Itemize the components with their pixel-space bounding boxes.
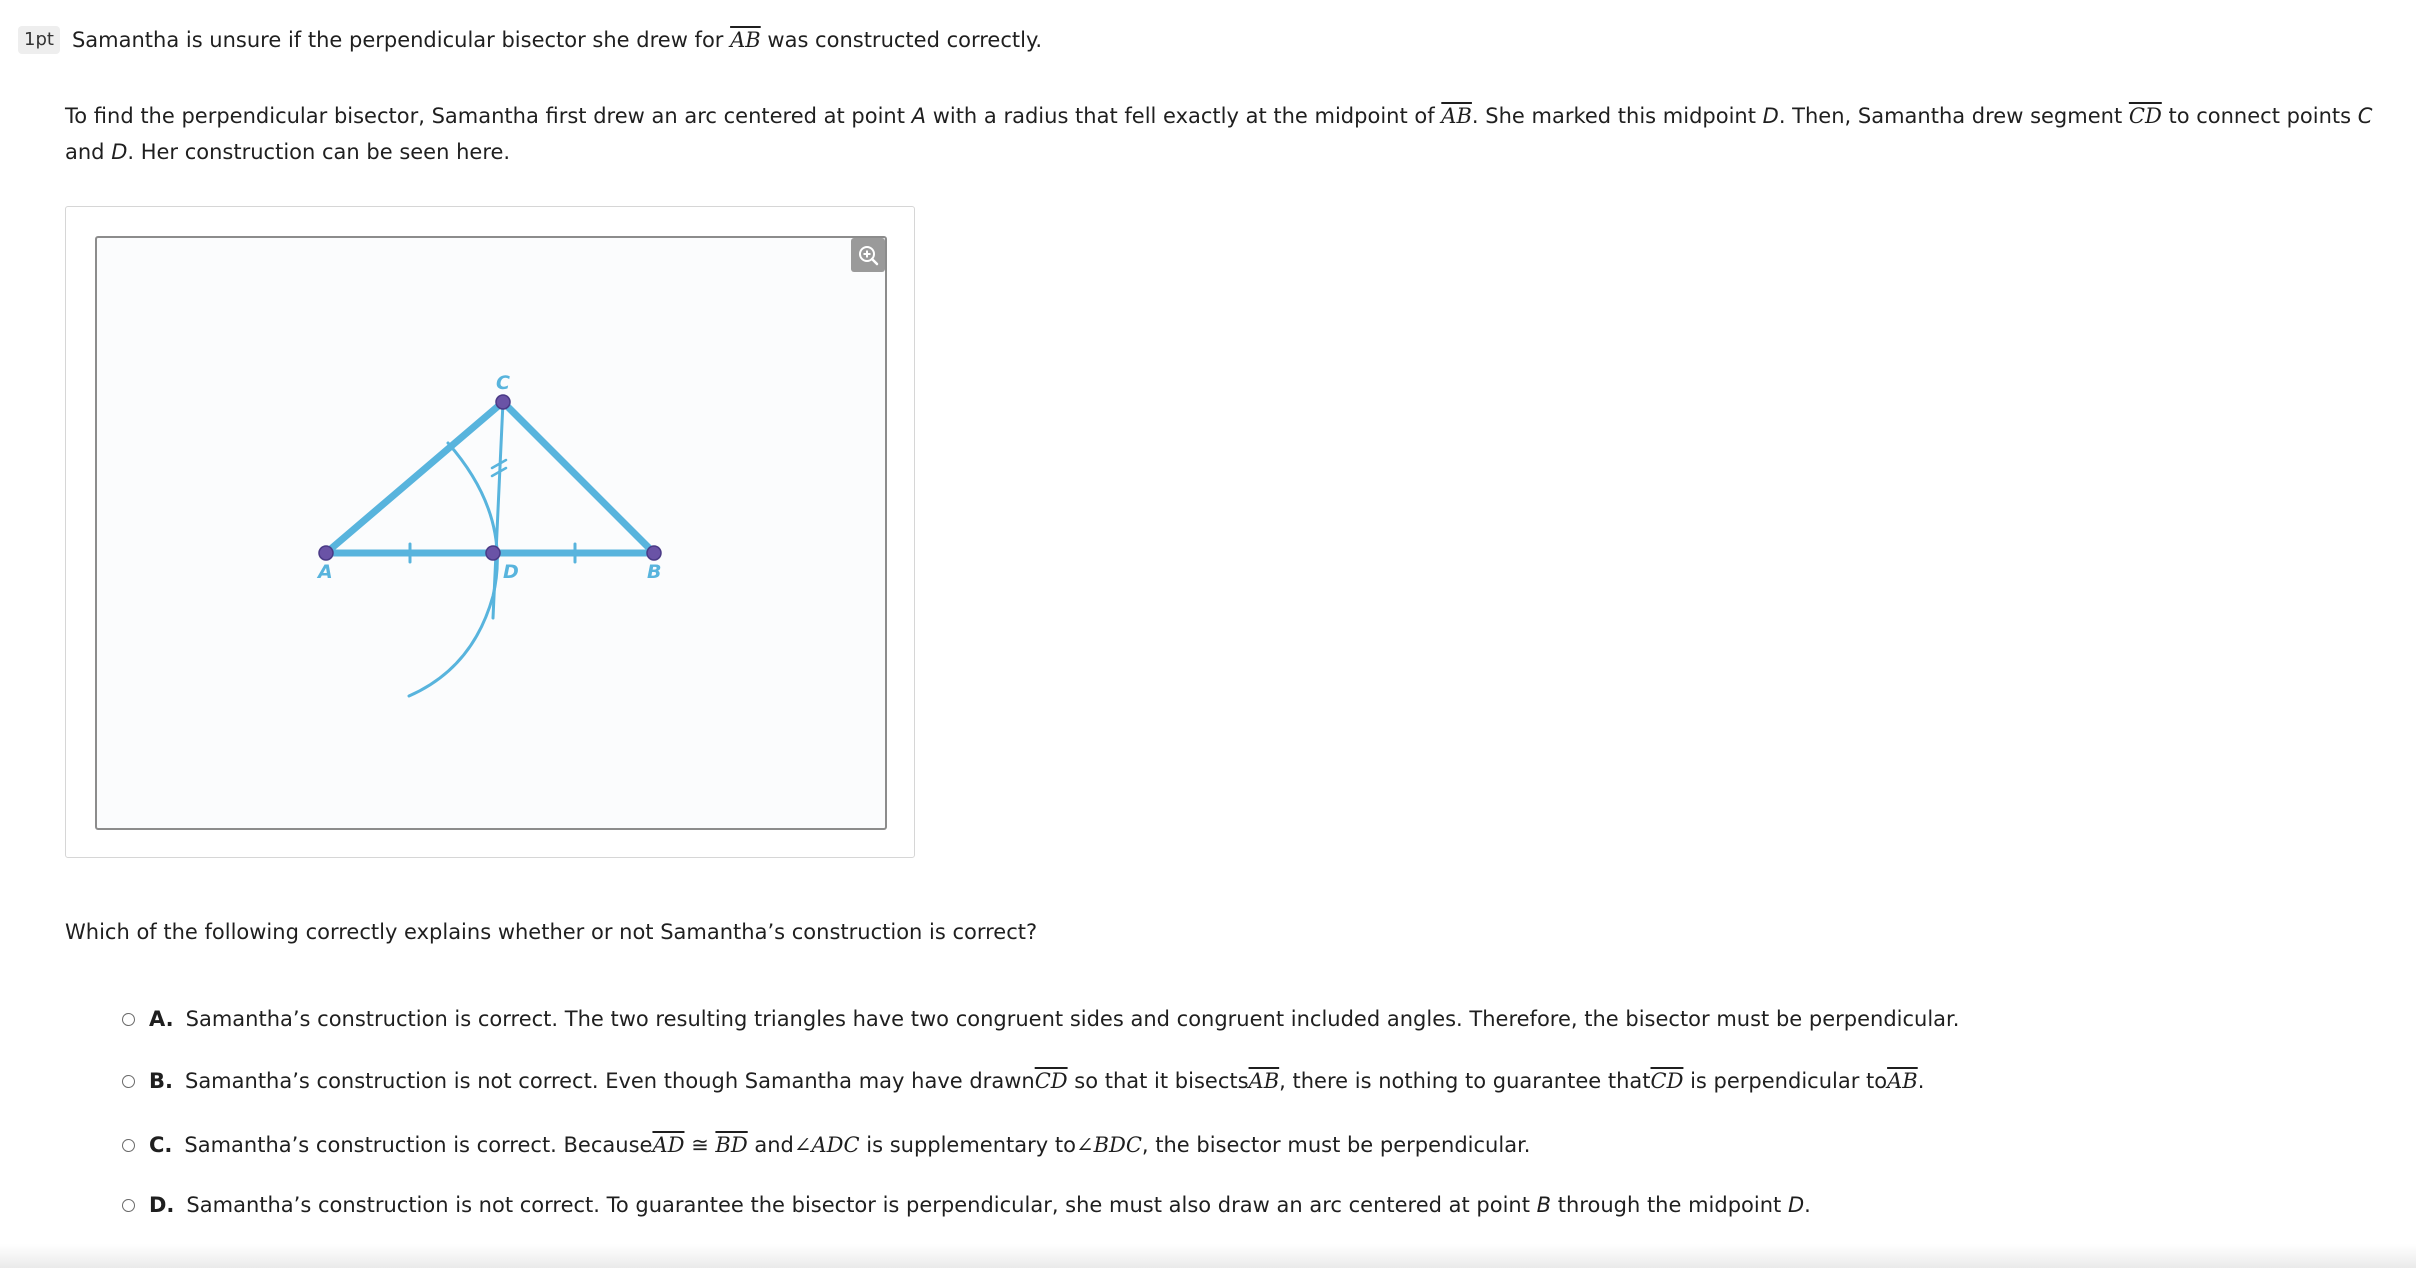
title-text-1: Samantha is unsure if the perpendicular bisector she drew for [71, 28, 731, 52]
prompt-text: . Her construction can be seen here. [127, 140, 511, 164]
prompt-text: and [65, 140, 112, 164]
choice-text: and [747, 1133, 794, 1157]
choice-d-text [186, 1193, 1810, 1217]
question-title [72, 28, 1042, 52]
radio-d[interactable] [122, 1199, 135, 1212]
zoom-button[interactable] [851, 238, 885, 272]
point-a-ref: A [911, 104, 927, 128]
choice-text: so that it bisects [1067, 1069, 1249, 1093]
figure-container [65, 206, 915, 858]
points-badge: 1pt [18, 26, 60, 54]
point-a [319, 546, 333, 560]
prompt-text: . Then, Samantha drew segment [1778, 104, 2129, 128]
prompt-text: . She marked this midpoint [1471, 104, 1763, 128]
choice-text: Samantha’s construction is correct. Because [184, 1133, 653, 1157]
label-b: B [647, 561, 662, 583]
choice-text: . [1917, 1069, 1925, 1093]
segment-ab: $\overline{AB}$ [730, 28, 761, 52]
choice-letter: A. [149, 1007, 174, 1031]
prompt-text: with a radius that fell exactly at the midpoint of [926, 104, 1442, 128]
bottom-scroll-shadow [0, 1244, 2416, 1268]
choice-text: Samantha’s construction is not correct. Even though Samantha may have drawn [184, 1069, 1035, 1093]
question-text: Which of the following correctly explains whether or not Samantha’s construction is correct? [65, 920, 1038, 944]
point-c-ref: C [2357, 104, 2373, 128]
point-d-ref: D [111, 140, 128, 164]
choice-b[interactable] [122, 1069, 1924, 1093]
point-d [486, 546, 500, 560]
prompt-text: to connect points [2161, 104, 2358, 128]
choice-a-text: Samantha’s construction is correct. The two resulting triangles have two congruent sides and congruent included angles. Therefore, the bisector must be perpendicular. [185, 1007, 1960, 1031]
prompt-text: To find the perpendicular bisector, Samantha first drew an arc centered at point [65, 104, 912, 128]
angle-adc: ∠ADC [793, 1133, 860, 1157]
construction-arc [409, 443, 497, 696]
segment-ad: $\overline{AD}$ [652, 1133, 685, 1157]
segment-ab: $\overline{AB}$ [1887, 1069, 1918, 1093]
congruent-symbol: ≅ [684, 1133, 716, 1157]
choice-d[interactable] [122, 1193, 1811, 1217]
label-a: A [318, 561, 333, 583]
segment-cd: $\overline{CD}$ [1034, 1069, 1068, 1093]
segment-cb-line [503, 402, 654, 553]
label-d: D [503, 561, 519, 583]
choice-b-text [185, 1069, 1924, 1093]
title-text-2: was constructed correctly. [760, 28, 1043, 52]
figure-frame [95, 236, 887, 830]
choice-text: , there is nothing to guarantee that [1279, 1069, 1651, 1093]
choice-text: . [1804, 1193, 1811, 1217]
choice-a[interactable] [122, 1007, 1959, 1031]
prompt-paragraph [65, 98, 2385, 170]
construction-diagram [97, 238, 885, 828]
choice-text: Samantha’s construction is not correct. To guarantee the bisector is perpendicular, she must also draw an arc centered at point [186, 1193, 1537, 1217]
radio-c[interactable] [122, 1139, 135, 1152]
question-header [18, 26, 1042, 54]
choice-letter: C. [149, 1133, 173, 1157]
point-d-ref: D [1787, 1193, 1805, 1217]
angle-bdc: ∠BDC [1075, 1133, 1142, 1157]
point-c [496, 395, 510, 409]
choice-letter: D. [149, 1193, 175, 1217]
segment-bd: $\overline{BD}$ [715, 1133, 748, 1157]
choice-text: , the bisector must be perpendicular. [1141, 1133, 1531, 1157]
radio-b[interactable] [122, 1075, 135, 1088]
segment-ab: $\overline{AB}$ [1248, 1069, 1280, 1093]
radio-a[interactable] [122, 1013, 135, 1026]
choice-text: through the midpoint [1551, 1193, 1788, 1217]
zoom-in-icon [857, 244, 879, 266]
label-c: C [496, 372, 510, 394]
segment-cd: $\overline{CD}$ [1650, 1069, 1684, 1093]
point-b [647, 546, 661, 560]
segment-ac-line [326, 402, 503, 553]
choice-text: is supplementary to [859, 1133, 1076, 1157]
segment-cd: $\overline{CD}$ [2128, 104, 2162, 128]
choice-c-text [184, 1133, 1530, 1157]
choice-text: is perpendicular to [1683, 1069, 1888, 1093]
point-b-ref: B [1536, 1193, 1552, 1217]
point-d-ref: D [1762, 104, 1779, 128]
choice-letter: B. [149, 1069, 173, 1093]
segment-ab: $\overline{AB}$ [1441, 104, 1472, 128]
choice-c[interactable] [122, 1133, 1530, 1157]
